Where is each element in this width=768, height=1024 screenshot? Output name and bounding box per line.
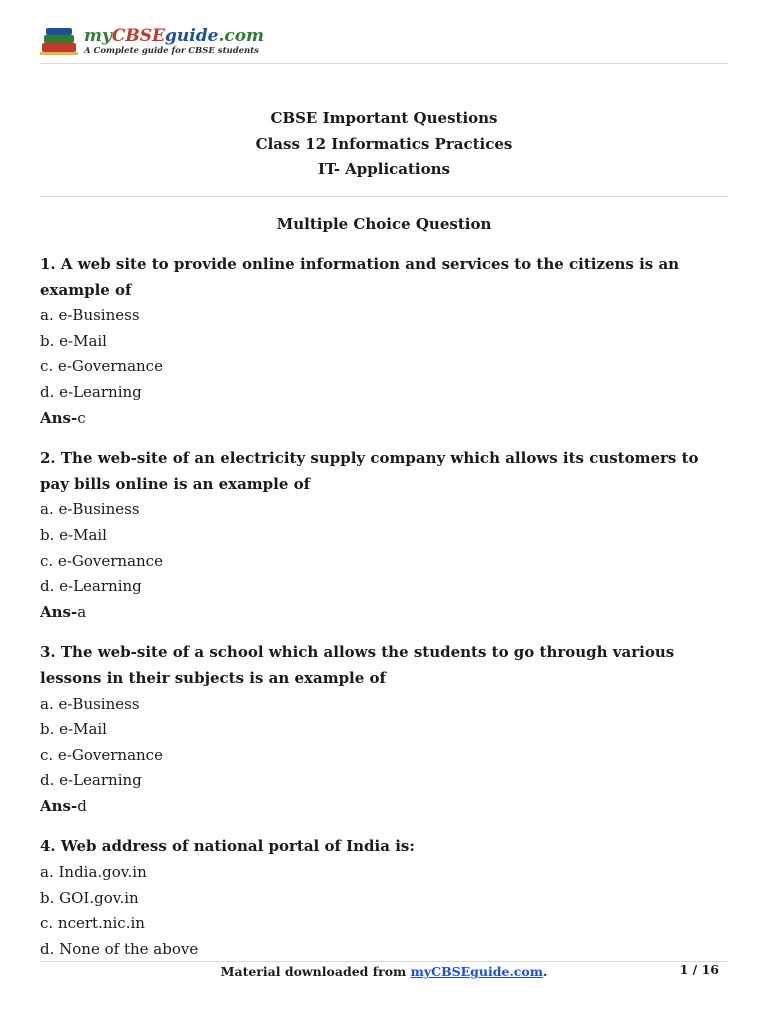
option-item: d. e-Learning [40, 771, 142, 790]
question-text: 1. A web site to provide online information and services to the citizens is an example of [40, 255, 680, 299]
title-line-1: CBSE Important Questions [270, 109, 498, 127]
header-divider [40, 63, 728, 64]
answer-value: a [77, 602, 87, 621]
answer-line [40, 794, 730, 820]
answer-line [40, 600, 730, 626]
question-text: 2. The web-site of an electricity supply company which allows its customers to pay bills online is an example of [40, 449, 699, 493]
option-item: b. e-Mail [40, 525, 107, 544]
section-title: Multiple Choice Question [276, 215, 492, 233]
option-item: c. ncert.nic.in [40, 914, 145, 933]
title-divider [40, 196, 728, 197]
footer-site-link[interactable]: myCBSEguide.com [410, 964, 543, 979]
logo-text [84, 28, 264, 56]
answer-value: d [77, 796, 87, 815]
page-header [40, 25, 728, 63]
option-item: b. e-Mail [40, 331, 107, 350]
option-item: a. e-Business [40, 694, 140, 713]
option-item: a. e-Business [40, 306, 140, 325]
option-item: a. India.gov.in [40, 863, 147, 882]
question-text: 4. Web address of national portal of India is: [40, 837, 415, 856]
logo-tagline: A Complete guide for CBSE students [84, 46, 259, 57]
footer-credit [0, 964, 768, 979]
page-footer [0, 962, 768, 986]
option-item: c. e-Governance [40, 551, 163, 570]
question-block [40, 446, 730, 625]
option-item: b. e-Mail [40, 720, 107, 739]
option-item: a. e-Business [40, 500, 140, 519]
answer-label: Ans- [40, 408, 78, 427]
option-item: d. e-Learning [40, 577, 142, 596]
option-item: c. e-Governance [40, 745, 163, 764]
question-text: 3. The web-site of a school which allows the students to go through various lessons in their subjects is an example of [40, 643, 675, 687]
answer-label: Ans- [40, 796, 78, 815]
option-item: d. e-Learning [40, 382, 142, 401]
answer-line [40, 406, 730, 432]
title-line-3: IT- Applications [318, 160, 450, 178]
option-item: d. None of the above [40, 939, 199, 958]
question-list [40, 252, 730, 962]
mycbseguide-logo[interactable] [40, 25, 264, 59]
title-line-2: Class 12 Informatics Practices [255, 134, 513, 153]
answer-value: c [77, 408, 86, 427]
footer-prefix: Material downloaded from [220, 964, 411, 979]
page-number: 1 / 16 [679, 962, 719, 977]
books-logo-icon [40, 27, 80, 57]
document-title [0, 106, 768, 183]
question-block [40, 834, 730, 962]
option-item: b. GOI.gov.in [40, 888, 139, 907]
footer-suffix: . [542, 964, 548, 979]
question-block [40, 252, 730, 431]
logo-wordmark: myCBSEguide.com [84, 26, 265, 47]
option-item: c. e-Governance [40, 357, 163, 376]
answer-label: Ans- [40, 602, 78, 621]
question-block [40, 640, 730, 819]
